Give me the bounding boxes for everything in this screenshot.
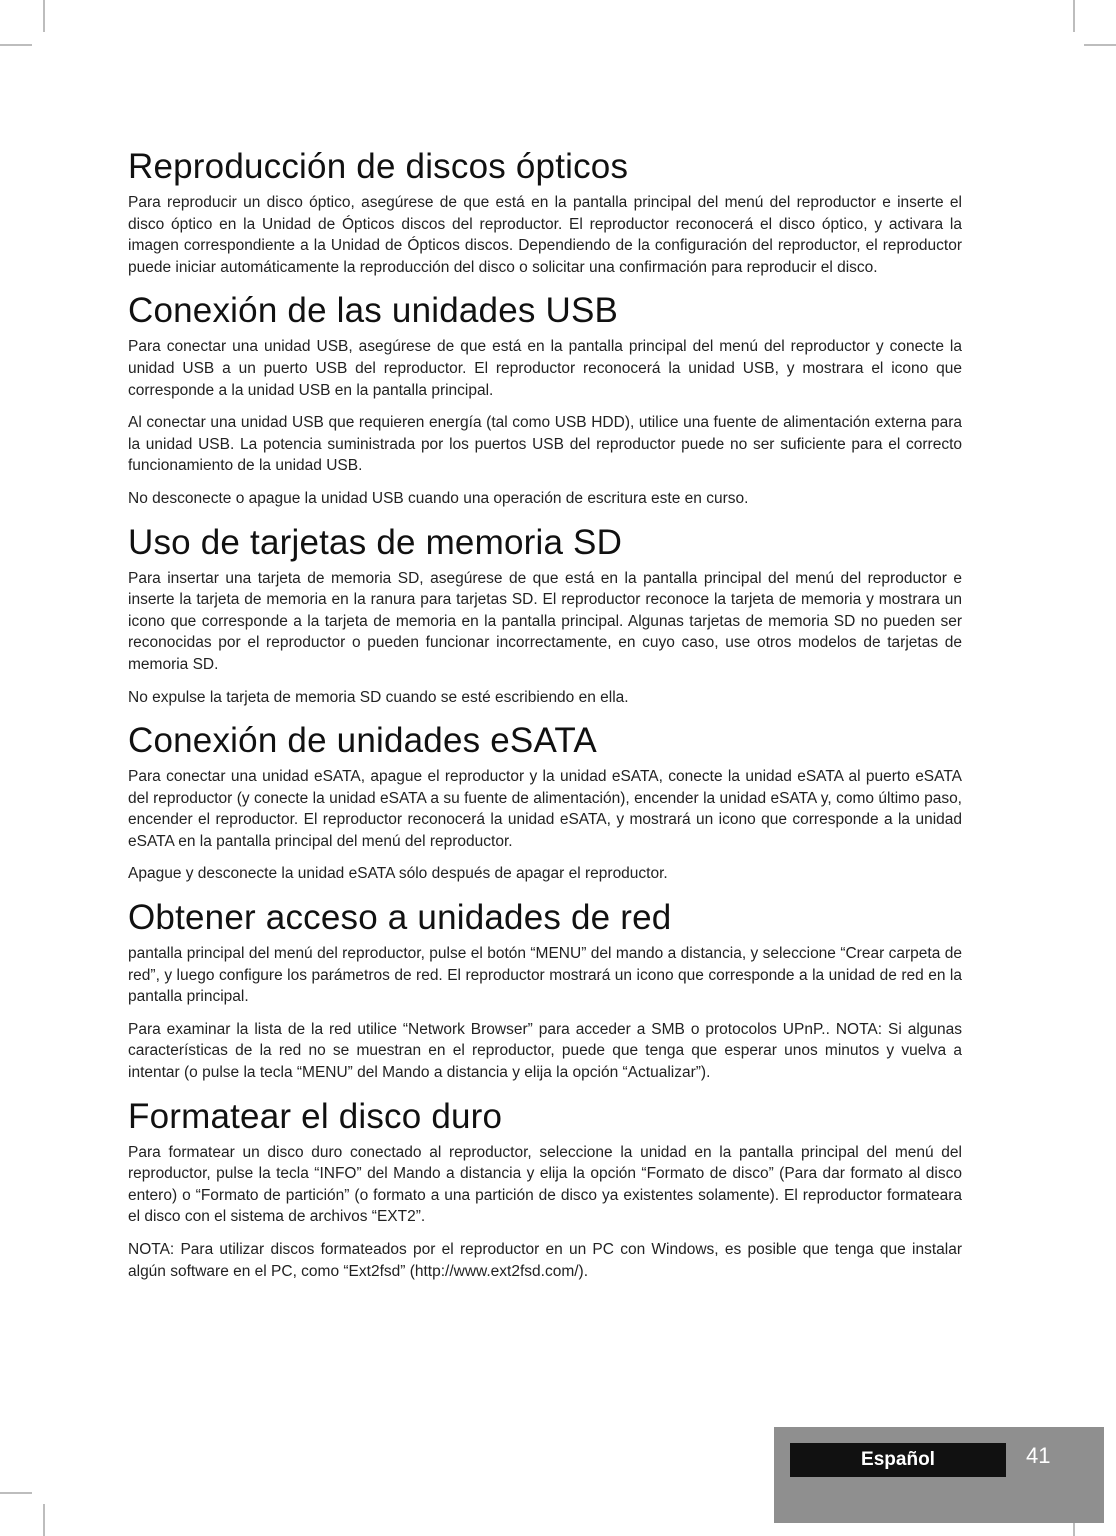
- paragraph: No expulse la tarjeta de memoria SD cuando se esté escribiendo en ella.: [128, 688, 629, 706]
- section-title: Conexión de las unidades USB: [128, 291, 619, 331]
- section-title: Conexión de unidades eSATA: [128, 721, 597, 761]
- section-title: Obtener acceso a unidades de red: [128, 898, 672, 938]
- paragraph: pantalla principal del menú del reproductor, pulse el botón “MENU” del mando a distancia, y seleccione “Crear carpeta de red”, y luego configure los parámetros de red. El reproductor mostrará un icono que corresponde a la unidad de red en la pantalla principal.: [128, 945, 962, 1006]
- section-format-hard-disk: [128, 1096, 962, 1283]
- paragraph: Para conectar una unidad USB, asegúrese de que está en la pantalla principal del menú del reproductor y conecte la unidad USB a un puerto USB del reproductor. El reproductor reconocerá la unidad USB, y mostrara el icono que corresponde a la unidad USB en la pantalla principal.: [128, 338, 962, 399]
- paragraph: Para formatear un disco duro conectado al reproductor, seleccione la unidad en la pantalla principal del menú del reproductor, pulse la tecla “INFO” del Mando a distancia y elija la opción “Formato de disco” (Para dar formato al disco entero) o “Formato de partición” (o formato a una partición de disco ya existentes solamente). El reproductor formateara el disco con el sistema de archivos “EXT2”.: [128, 1143, 962, 1226]
- language-label: Español: [790, 1443, 1006, 1477]
- paragraph: Apague y desconecte la unidad eSATA sólo después de apagar el reproductor.: [128, 865, 668, 883]
- section-usb-drives: [128, 290, 962, 509]
- crop-mark-top-right: [1073, 0, 1075, 32]
- paragraph: Al conectar una unidad USB que requieren energía (tal como USB HDD), utilice una fuente de alimentación externa para la unidad USB. La potencia suministrada por los puertos USB del reproductor puede no ser suficiente para el correcto funcionamiento de la unidad USB.: [128, 414, 962, 475]
- page-footer: [774, 1427, 1104, 1523]
- crop-mark-top-right-horizontal: [1084, 44, 1116, 46]
- section-title: Uso de tarjetas de memoria SD: [128, 522, 623, 562]
- crop-mark-bottom-left: [43, 1504, 45, 1536]
- section-title: Formatear el disco duro: [128, 1096, 503, 1136]
- page-number: 41: [1026, 1443, 1051, 1468]
- paragraph: Para examinar la lista de la red utilice “Network Browser” para acceder a SMB o protocolos UPnP.. NOTA: Si algunas características de la red no se muestran en el reproductor, puede que tenga que esperar unos minutos y vuelva a intentar (o pulse la tecla “MENU” del Mando a distancia y elija la opción “Actualizar”).: [128, 1020, 962, 1082]
- section-title: Reproducción de discos ópticos: [128, 147, 629, 186]
- crop-mark-top-left: [43, 0, 45, 32]
- section-sd-cards: [128, 522, 962, 709]
- page-content: [128, 146, 962, 1294]
- paragraph: Para insertar una tarjeta de memoria SD, asegúrese de que está en la pantalla principal del menú del reproductor e inserte la tarjeta de memoria en la ranura para tarjetas SD. El reproductor reconoce la tarjeta de memoria y mostrara un icono que corresponde a la tarjeta de memoria en la pantalla principal. Algunas tarjetas de memoria SD no pueden ser reconocidas por el reproductor o pueden funcionar incorrectamente, en cuyo caso, use otros modelos de tarjetas de memoria SD.: [128, 569, 962, 673]
- paragraph: No desconecte o apague la unidad USB cuando una operación de escritura este en curso.: [128, 489, 749, 507]
- section-esata-drives: [128, 720, 962, 885]
- paragraph: Para reproducir un disco óptico, asegúrese de que está en la pantalla principal del menú del reproductor e inserte el disco óptico en la Unidad de Ópticos discos del reproductor. El reproductor reconocerá el disco óptico, y activara la imagen correspondiente a la Unidad de Ópticos discos. Dependiendo de la configuración del reproductor, el reproductor puede iniciar automáticamente la reproducción del disco o solicitar una confirmación para reproducir el disco.: [128, 194, 962, 276]
- section-network-drives: [128, 897, 962, 1084]
- section-optical-discs: [128, 146, 962, 278]
- paragraph: NOTA: Para utilizar discos formateados por el reproductor en un PC con Windows, es posible que tenga que instalar algún software en el PC, como “Ext2fsd” (http://www.ext2fsd.com/).: [128, 1241, 962, 1280]
- crop-mark-top-left-horizontal: [0, 44, 32, 46]
- paragraph: Para conectar una unidad eSATA, apague el reproductor y la unidad eSATA, conecte la unidad eSATA al puerto eSATA del reproductor (y conecte la unidad eSATA a su fuente de alimentación), encender la unidad eSATA y, como último paso, encender el reproductor. El reproductor reconocerá la unidad eSATA, y mostrará un icono que corresponde a la unidad eSATA en la pantalla principal del menú del reproductor.: [128, 768, 962, 850]
- crop-mark-bottom-left-horizontal: [0, 1492, 32, 1494]
